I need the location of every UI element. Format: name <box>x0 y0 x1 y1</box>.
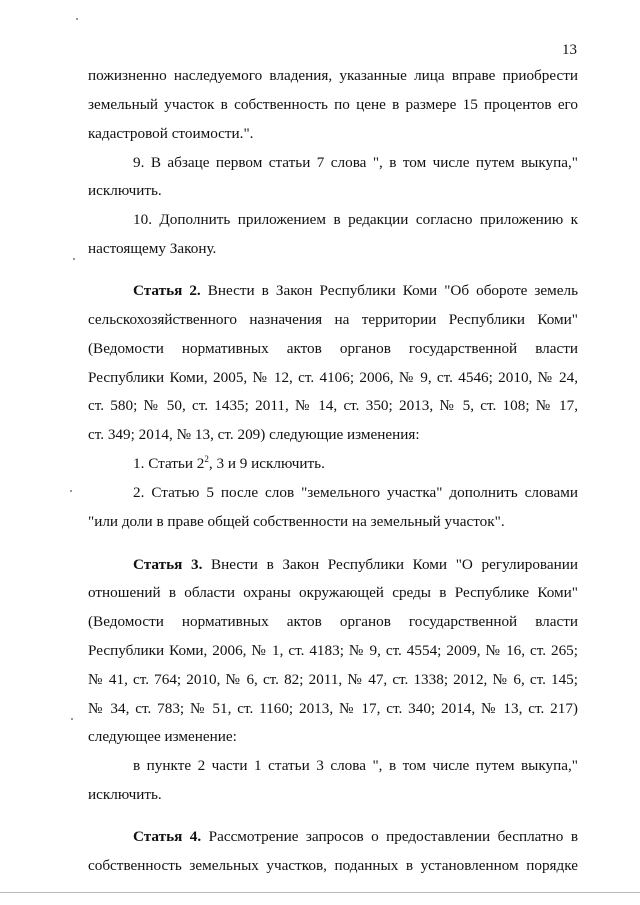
body-line: Республики Коми, 2005, № 12, ст. 4106; 2006, № 9, ст. 4546; 2010, № 24, <box>88 369 578 386</box>
body-line: ст. 580; № 50, ст. 1435; 2011, № 14, ст. 350; 2013, № 5, ст. 108; № 17, <box>88 397 578 414</box>
scan-bottom-edge <box>0 892 640 893</box>
body-text: , 3 и 9 исключить. <box>208 455 325 472</box>
body-line: "или доли в праве общей собственности на земельный участок". <box>88 513 505 530</box>
body-line: отношений в области охраны окружающей среды в Республике Коми" <box>88 584 578 601</box>
article-4-intro <box>133 828 578 846</box>
body-line: Республики Коми, 2006, № 1, ст. 4183; № 9, ст. 4554; 2009, № 16, ст. 265; <box>88 642 578 659</box>
page-number: 13 <box>562 42 577 58</box>
article-4-heading: Статья 4. <box>133 828 202 845</box>
body-text: Внести в Закон Республики Коми "Об обороте земель <box>207 282 579 299</box>
scan-speck <box>76 18 78 20</box>
body-line: пожизненно наследуемого владения, указанные лица вправе приобрести <box>88 67 578 84</box>
body-line: 2. Статью 5 после слов "земельного участка" дополнить словами <box>133 484 578 501</box>
article-2-intro <box>133 282 578 300</box>
body-line: исключить. <box>88 182 162 199</box>
article-3-intro <box>133 556 578 574</box>
body-line: исключить. <box>88 786 162 803</box>
body-line: № 34, ст. 783; № 51, ст. 1160; 2013, № 17, ст. 340; 2014, № 13, ст. 217) <box>88 700 578 717</box>
scan-speck <box>70 490 72 492</box>
body-line: собственность земельных участков, поданных в установленном порядке <box>88 857 578 874</box>
body-line: земельный участок в собственность по цене в размере 15 процентов его <box>88 96 578 113</box>
body-line: ст. 349; 2014, № 13, ст. 209) следующие изменения: <box>88 426 420 443</box>
article-3-heading: Статья 3. <box>133 556 203 573</box>
body-text: Рассмотрение запросов о предоставлении бесплатно в <box>208 828 578 845</box>
body-line: следующее изменение: <box>88 728 237 745</box>
scan-speck <box>71 718 73 720</box>
body-line: 9. В абзаце первом статьи 7 слова ", в том числе путем выкупа," <box>133 154 578 171</box>
body-text: 1. Статьи 2 <box>133 455 205 472</box>
article-2-heading: Статья 2. <box>133 282 201 299</box>
body-line: (Ведомости нормативных актов органов государственной власти <box>88 340 578 357</box>
body-line: (Ведомости нормативных актов органов государственной власти <box>88 613 578 630</box>
list-item <box>133 455 578 473</box>
scan-speck <box>73 258 75 260</box>
body-line: кадастровой стоимости.". <box>88 125 254 142</box>
body-text: Внести в Закон Республики Коми "О регулировании <box>211 556 579 573</box>
superscript: 2 <box>204 454 209 464</box>
body-line: 10. Дополнить приложением в редакции согласно приложению к <box>133 211 578 228</box>
body-line: сельскохозяйственного назначения на территории Республики Коми" <box>88 311 578 328</box>
body-line: в пункте 2 части 1 статьи 3 слова ", в том числе путем выкупа," <box>133 757 578 774</box>
body-line: настоящему Закону. <box>88 240 217 257</box>
body-line: № 41, ст. 764; 2010, № 6, ст. 82; 2011, № 47, ст. 1338; 2012, № 6, ст. 145; <box>88 671 578 688</box>
